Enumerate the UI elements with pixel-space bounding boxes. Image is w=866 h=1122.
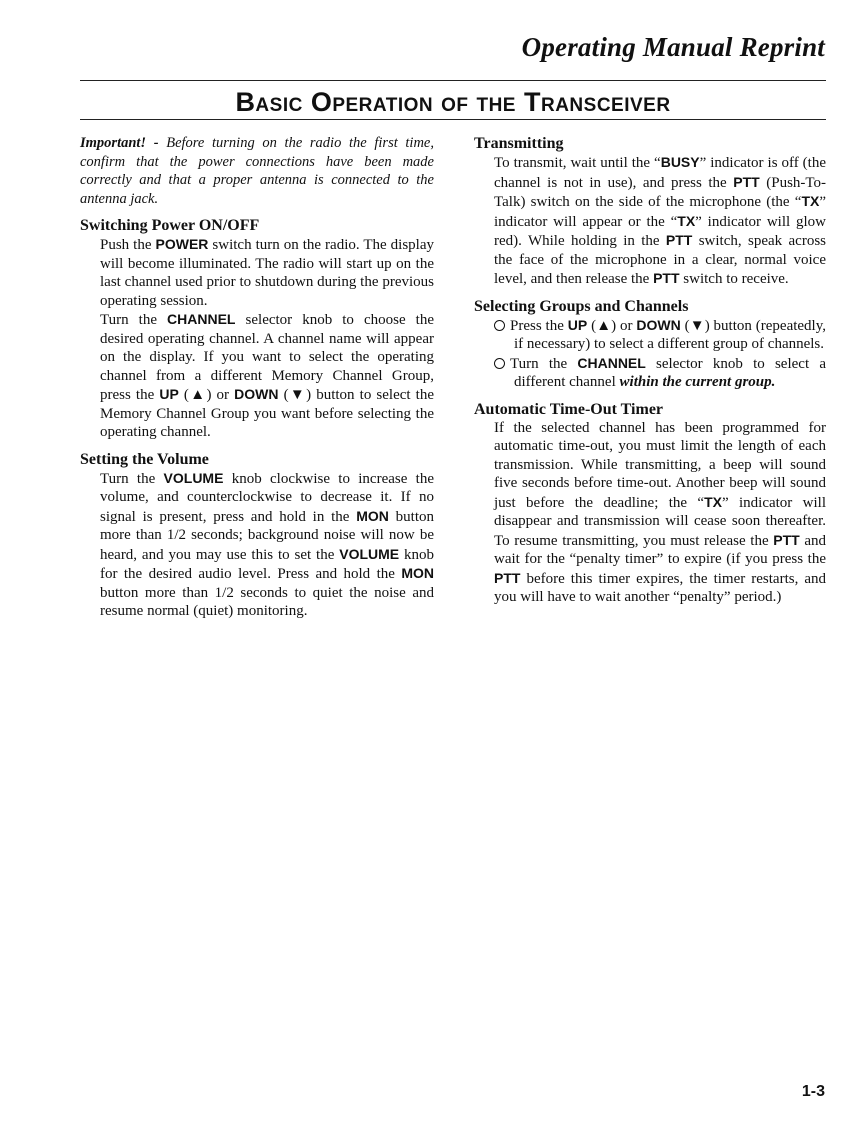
groups-bullet-1: Press the UP (▲) or DOWN (▼) button (repeatedly, if necessary) to select a different group of channels. xyxy=(494,316,826,354)
tx-keyword: TX xyxy=(677,212,696,229)
ptt-keyword: PTT xyxy=(773,531,800,548)
timer-paragraph: If the selected channel has been programmed for automatic time-out, you must limit the length of each transmission. While transmitting, a beep will sound five seconds before time-out. Another beep will sound just before the deadline; the “TX” indicator will disappear and transmission will cease soon thereafter. To resume transmitting, you must release the PTT and wait for the “penalty timer” to expire (if you press the PTT before this timer expires, the timer restarts, and you will have to wait another “penalty” period.) xyxy=(494,419,826,605)
volume-paragraph: Turn the VOLUME knob clockwise to increase the volume, and counterclockwise to decrease it. If no signal is present, press and hold in the MON button more than 1/2 seconds; background noise will now be heard, and you may use this to set the VOLUME knob for the desired audio level. Press and hold the MON button more than 1/2 seconds to quiet the noise and resume normal (quiet) monitoring. xyxy=(100,469,434,619)
volume-keyword: VOLUME xyxy=(339,545,400,562)
power-paragraph-1: Push the POWER switch turn on the radio. The display will become illuminated. The radio will start up on the last channel used prior to shutdown during the previous operating session. xyxy=(100,236,434,309)
mon-keyword: MON xyxy=(401,565,434,581)
channel-keyword: CHANNEL xyxy=(577,354,646,371)
power-heading: Switching Power ON/OFF xyxy=(80,217,260,234)
power-keyword: POWER xyxy=(155,236,209,252)
header-title: Operating Manual Reprint xyxy=(521,32,825,62)
left-column xyxy=(80,134,434,621)
transmitting-paragraph: To transmit, wait until the “BUSY” indicator is off (the channel is not in use), and press the PTT (Push-To-Talk) switch on the side of the microphone (the “TX” indicator will appear or the “TX” indicator will glow red). While holding in the PTT switch, speak across the face of the microphone in a clear, normal voice level, and then release the PTT switch to receive. xyxy=(494,154,827,287)
right-column xyxy=(474,134,826,607)
up-keyword: UP xyxy=(159,386,179,402)
busy-keyword: BUSY xyxy=(660,154,700,170)
ptt-keyword: PTT xyxy=(494,569,521,586)
volume-heading: Setting the Volume xyxy=(80,450,209,468)
power-paragraph-2: Turn the CHANNEL selector knob to choose the desired operating channel. A channel name will appear on the display. If you want to select the operating channel from a different Memory Channel Group, press the UP (▲) or DOWN (▼) button to select the Memory Channel Group you want before selecting the operating channel. xyxy=(100,311,434,440)
important-note xyxy=(80,134,434,208)
section-title: Basic Operation of the Transceiver xyxy=(235,87,671,117)
groups-bullet-2: Turn the CHANNEL selector knob to select a different channel within the current group. xyxy=(494,354,826,392)
circle-bullet-icon xyxy=(494,358,505,369)
important-text: Before turning on the radio the first time, confirm that the power connections have been made correctly and that a proper antenna is connected to the antenna jack. xyxy=(80,135,434,207)
down-keyword: DOWN xyxy=(234,386,279,402)
groups-heading: Selecting Groups and Channels xyxy=(474,297,689,315)
channel-keyword: CHANNEL xyxy=(167,311,236,327)
page-number: 1-3 xyxy=(801,1083,825,1100)
important-lead: Important! - xyxy=(80,135,159,151)
down-keyword: DOWN xyxy=(636,316,681,333)
transmitting-heading: Transmitting xyxy=(474,135,564,152)
tx-keyword: TX xyxy=(704,493,722,510)
bottom-rule xyxy=(80,119,826,120)
timer-heading: Automatic Time-Out Timer xyxy=(474,400,664,418)
up-keyword: UP xyxy=(567,316,588,333)
ptt-keyword: PTT xyxy=(665,232,693,248)
top-rule xyxy=(80,80,826,81)
tx-keyword: TX xyxy=(801,193,820,209)
ptt-keyword: PTT xyxy=(653,270,680,286)
mon-keyword: MON xyxy=(356,507,389,524)
circle-bullet-icon xyxy=(494,320,505,331)
emphasis-text: within the current group. xyxy=(619,374,776,390)
ptt-keyword: PTT xyxy=(733,173,760,190)
volume-keyword: VOLUME xyxy=(163,469,224,486)
